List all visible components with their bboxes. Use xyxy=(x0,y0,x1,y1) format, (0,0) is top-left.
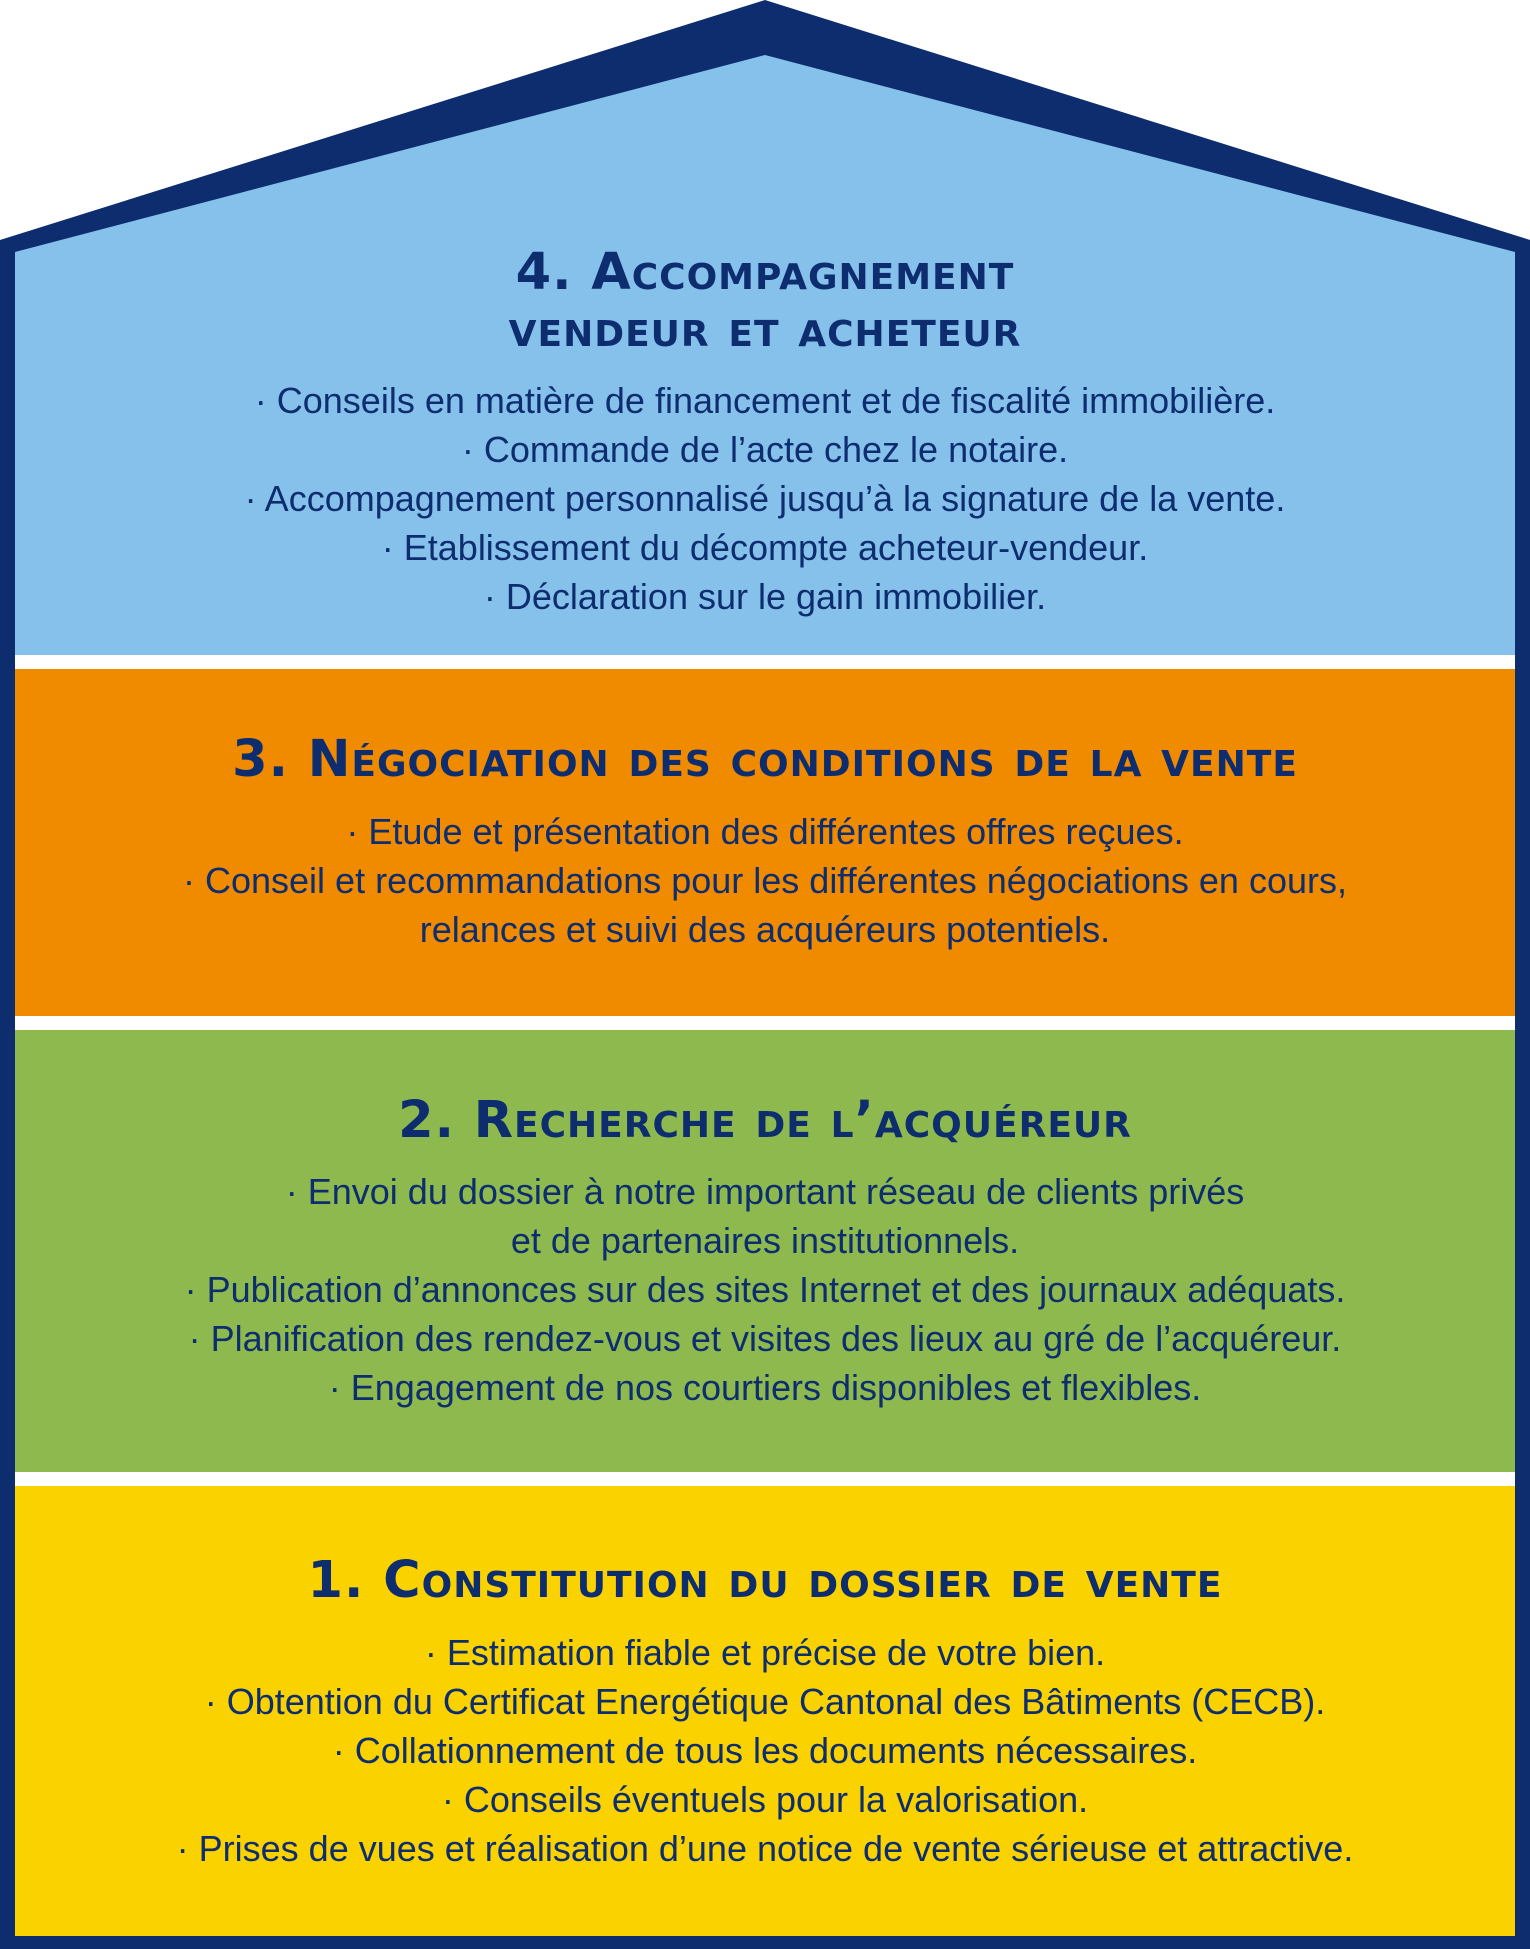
bullet-item: · Etablissement du décompte acheteur-vendeur. xyxy=(381,527,1149,569)
section-title-line: 2. Recherche de l’acquéreur xyxy=(398,1090,1132,1150)
bullet-item: · Engagement de nos courtiers disponibles et flexibles. xyxy=(328,1367,1202,1409)
bullet-item: · Commande de l’acte chez le notaire. xyxy=(461,429,1069,471)
separator xyxy=(15,1472,1515,1486)
section-title-line: 1. Constitution du dossier de vente xyxy=(307,1551,1223,1611)
bullet-list xyxy=(183,807,1347,954)
bullet-list xyxy=(177,1628,1354,1873)
bullet-item: · Accompagnement personnalisé jusqu’à la signature de la vente. xyxy=(244,478,1286,520)
separator xyxy=(15,1016,1515,1030)
section-title-line: 3. Négociation des conditions de la vente xyxy=(232,730,1298,790)
section-recherche xyxy=(15,1032,1515,1472)
bullet-item: · Planification des rendez-vous et visites des lieux au gré de l’acquéreur. xyxy=(188,1318,1342,1360)
bullet-item: · Conseils éventuels pour la valorisation. xyxy=(441,1778,1089,1820)
section-title xyxy=(308,1552,1223,1609)
bullet-item: · Conseil et recommandations pour les différentes négociations en cours, xyxy=(183,859,1347,901)
section-title xyxy=(398,1092,1132,1149)
section-title-line: vendeur et acheteur xyxy=(508,300,1022,359)
section-title-line: 4. Accompagnement xyxy=(515,242,1015,302)
bullet-item: relances et suivi des acquéreurs potentiels. xyxy=(419,908,1111,950)
bullet-item: · Obtention du Certificat Energétique Cantonal des Bâtiments (CECB). xyxy=(204,1680,1326,1722)
bullet-list xyxy=(185,1167,1346,1412)
section-accompagnement xyxy=(15,205,1515,660)
bullet-item: et de partenaires institutionnels. xyxy=(510,1220,1020,1262)
bullet-item: · Collationnement de tous les documents nécessaires. xyxy=(332,1729,1198,1771)
bullet-item: · Prises de vues et réalisation d’une notice de vente sérieuse et attractive. xyxy=(176,1827,1354,1869)
section-title xyxy=(232,731,1298,788)
section-negociation xyxy=(15,670,1515,1015)
bullet-item: · Conseils en matière de financement et de fiscalité immobilière. xyxy=(254,380,1276,422)
section-title xyxy=(509,244,1022,358)
bullet-item: · Envoi du dossier à notre important réseau de clients privés xyxy=(285,1171,1245,1213)
bullet-list xyxy=(245,376,1286,621)
bullet-item: · Estimation fiable et précise de votre bien. xyxy=(424,1631,1106,1673)
bullet-item: · Déclaration sur le gain immobilier. xyxy=(483,576,1047,618)
bullet-item: · Etude et présentation des différentes offres reçues. xyxy=(346,810,1184,852)
bullet-item: · Publication d’annonces sur des sites Internet et des journaux adéquats. xyxy=(184,1269,1346,1311)
section-constitution xyxy=(15,1490,1515,1935)
